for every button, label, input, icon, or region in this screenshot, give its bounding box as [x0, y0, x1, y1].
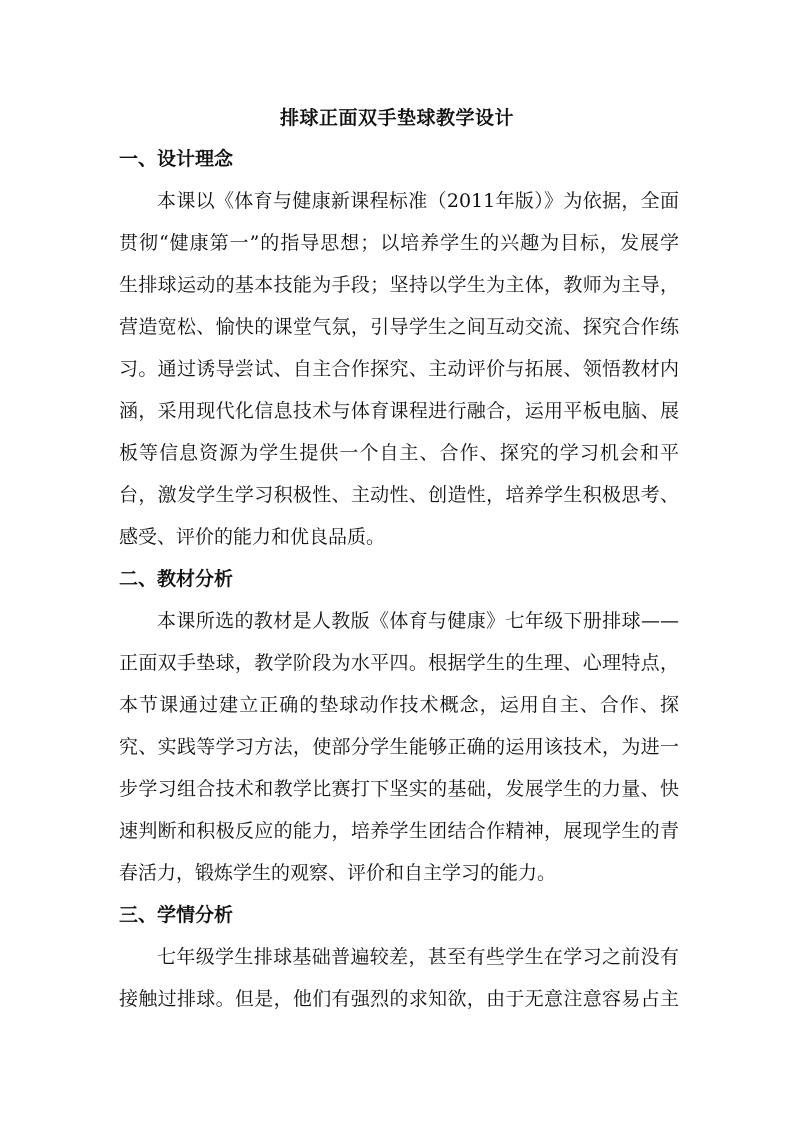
paragraph-line: 习。通过诱导尝试、自主合作探究、主动评价与拓展、领悟教材内: [119, 358, 679, 380]
paragraph-line: 台，激发学生学习积极性、主动性、创造性，培养学生积极思考、: [119, 484, 679, 506]
page-title: 排球正面双手垫球教学设计: [279, 107, 514, 129]
paragraph-line: 正面双手垫球，教学阶段为水平四。根据学生的生理、心理特点，: [119, 652, 679, 674]
paragraph-line: 春活力，锻炼学生的观察、评价和自主学习的能力。: [119, 862, 557, 884]
paragraph-line: 贯彻“健康第一”的指导思想；以培养学生的兴趣为目标，发展学: [119, 232, 679, 254]
section-heading-textbook-analysis: 二、教材分析: [119, 568, 234, 590]
paragraph-line: 本课所选的教材是人教版《体育与健康》七年级下册排球——: [157, 610, 679, 632]
paragraph-line: 七年级学生排球基础普遍较差，甚至有些学生在学习之前没有: [157, 946, 679, 968]
paragraph-line: 营造宽松、愉快的课堂气氛，引导学生之间互动交流、探究合作练: [119, 316, 679, 338]
paragraph-line: 感受、评价的能力和优良品质。: [119, 526, 386, 548]
paragraph-line: 速判断和积极反应的能力，培养学生团结合作精神，展现学生的青: [119, 820, 679, 842]
paragraph-line: 本课以《体育与健康新课程标准（2011年版）》为依据，全面: [157, 190, 679, 212]
paragraph-line: 接触过排球。但是，他们有强烈的求知欲，由于无意注意容易占主: [119, 988, 679, 1010]
section-heading-design-concept: 一、设计理念: [119, 148, 234, 170]
paragraph-line: 究、实践等学习方法，使部分学生能够正确的运用该技术，为进一: [119, 736, 679, 758]
section-heading-student-analysis: 三、学情分析: [119, 904, 234, 926]
paragraph-line: 板等信息资源为学生提供一个自主、合作、探究的学习机会和平: [119, 442, 679, 464]
paragraph-line: 涵，采用现代化信息技术与体育课程进行融合，运用平板电脑、展: [119, 400, 679, 422]
paragraph-line: 本节课通过建立正确的垫球动作技术概念，运用自主、合作、探: [119, 694, 679, 716]
paragraph-line: 步学习组合技术和教学比赛打下坚实的基础，发展学生的力量、快: [119, 778, 679, 800]
paragraph-line: 生排球运动的基本技能为手段；坚持以学生为主体，教师为主导，: [119, 274, 679, 296]
